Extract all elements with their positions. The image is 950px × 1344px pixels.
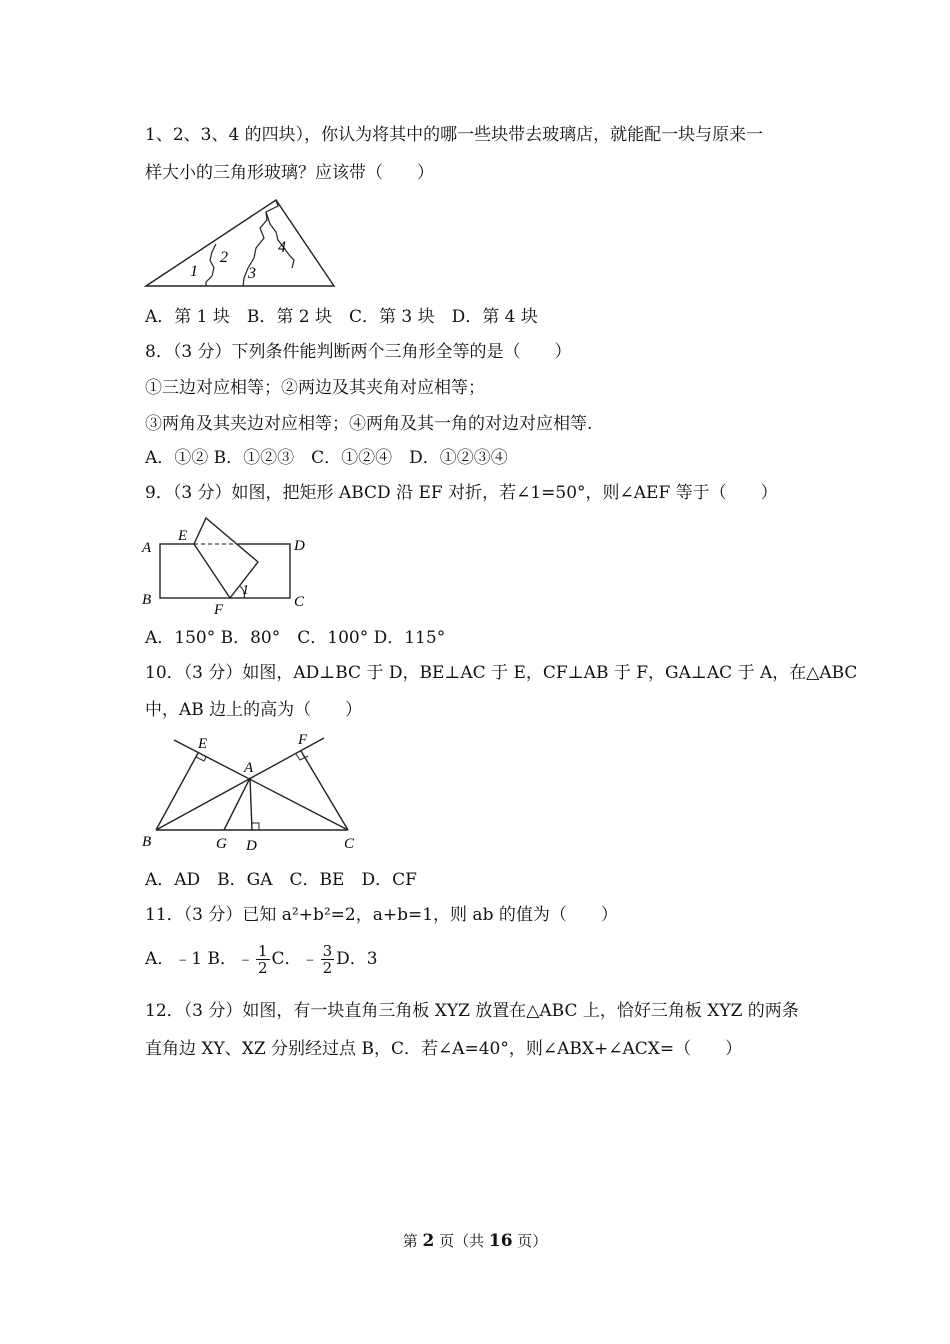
q10-options: A．AD B．GA C．BE D．CF bbox=[145, 870, 417, 890]
q8-condition-line2: ③两角及其夹边对应相等；④两角及其一角的对边对应相等. bbox=[145, 414, 593, 434]
q12-stem-line2: 直角边 XY、XZ 分别经过点 B，C．若∠A=40°，则∠ABX+∠ACX=（ ） bbox=[145, 1039, 743, 1059]
q7-piece-label-1: 1 bbox=[190, 263, 198, 280]
q11-option-c-prefix: C．﹣ bbox=[271, 949, 319, 969]
page-footer bbox=[0, 1230, 950, 1251]
q7-piece-label-4: 4 bbox=[278, 239, 286, 256]
q12-stem-line1: 12．（3 分）如图，有一块直角三角板 XYZ 放置在△ABC 上，恰好三角板 XYZ 的两条 bbox=[145, 1001, 799, 1021]
q9-label-E: E bbox=[178, 528, 188, 544]
q10-label-D: D bbox=[246, 838, 257, 854]
footer-prefix: 第 bbox=[402, 1232, 423, 1250]
q10-label-A: A bbox=[244, 760, 254, 776]
q7-piece-label-3: 3 bbox=[248, 265, 256, 282]
q11-fraction-b-denominator: 2 bbox=[258, 959, 268, 977]
q7-stem-line1: 1、2、3、4 的四块），你认为将其中的哪一些块带去玻璃店，就能配一块与原来一 bbox=[145, 125, 764, 145]
q11-options bbox=[145, 942, 378, 976]
q11-fraction-c bbox=[321, 943, 335, 976]
q10-label-F: F bbox=[298, 732, 308, 748]
q10-triangle-altitudes-figure bbox=[140, 728, 370, 852]
q9-label-C: C bbox=[294, 594, 305, 610]
q9-folded-rectangle-figure bbox=[140, 514, 320, 620]
q10-label-E: E bbox=[198, 736, 208, 752]
q11-stem: 11．（3 分）已知 a²+b²=2，a+b=1，则 ab 的值为（ ） bbox=[145, 905, 618, 925]
footer-suffix: 页） bbox=[512, 1232, 548, 1250]
q10-stem-line1: 10．（3 分）如图，AD⊥BC 于 D，BE⊥AC 于 E，CF⊥AB 于 F，GA⊥AC 于 A，在△ABC bbox=[145, 663, 858, 683]
q8-options: A．①② B．①②③ C．①②④ D．①②③④ bbox=[145, 448, 508, 468]
q9-label-A: A bbox=[142, 540, 152, 556]
q11-fraction-c-denominator: 2 bbox=[322, 959, 333, 977]
q7-broken-glass-figure bbox=[140, 196, 340, 292]
q7-piece-label-2: 2 bbox=[220, 249, 228, 266]
q11-option-d: D．3 bbox=[336, 949, 378, 969]
footer-total-pages: 16 bbox=[488, 1231, 513, 1251]
q7-options: A．第 1 块 B．第 2 块 C．第 3 块 D．第 4 块 bbox=[145, 307, 538, 327]
q9-label-B: B bbox=[142, 592, 152, 608]
q10-stem-line2: 中，AB 边上的高为（ ） bbox=[145, 700, 363, 720]
q9-label-angle-1: 1 bbox=[242, 583, 249, 598]
q10-label-G: G bbox=[216, 836, 227, 852]
q9-label-F: F bbox=[214, 602, 224, 618]
q11-fraction-c-numerator: 3 bbox=[322, 942, 333, 960]
q11-option-a-b-prefix: A．﹣1 B．﹣ bbox=[145, 949, 254, 969]
q11-fraction-b bbox=[256, 943, 270, 976]
q9-options: A．150° B．80° C．100° D．115° bbox=[145, 628, 446, 648]
q9-label-D: D bbox=[294, 538, 305, 554]
q9-stem: 9．（3 分）如图，把矩形 ABCD 沿 EF 对折，若∠1=50°，则∠AEF 等于（ ） bbox=[145, 483, 778, 503]
q8-stem: 8．（3 分）下列条件能判断两个三角形全等的是（ ） bbox=[145, 342, 572, 362]
q10-label-B: B bbox=[142, 834, 152, 850]
q11-fraction-b-numerator: 1 bbox=[258, 942, 268, 960]
q10-label-C: C bbox=[344, 836, 355, 852]
footer-page-number: 2 bbox=[422, 1231, 435, 1251]
footer-middle: 页（共 bbox=[434, 1232, 489, 1250]
q7-stem-line2: 样大小的三角形玻璃？应该带（ ） bbox=[145, 163, 434, 183]
q8-condition-line1: ①三边对应相等；②两边及其夹角对应相等； bbox=[145, 378, 485, 398]
